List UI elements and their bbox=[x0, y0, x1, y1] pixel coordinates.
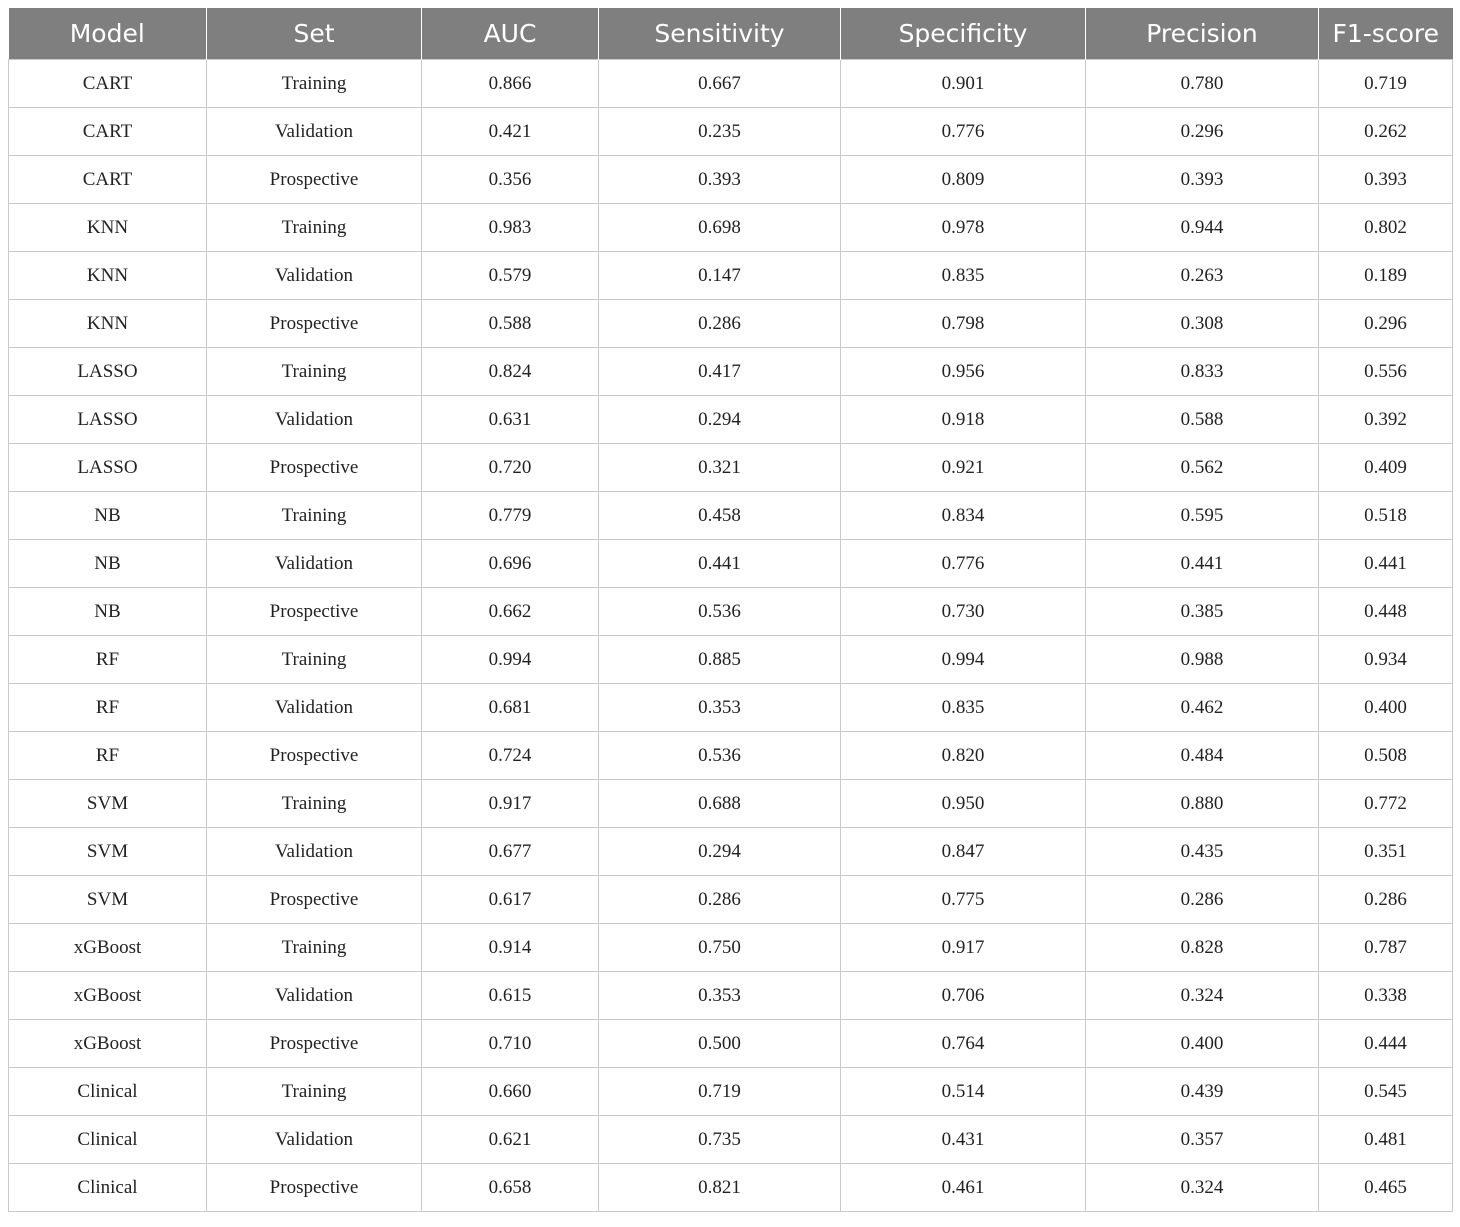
cell-auc: 0.917 bbox=[422, 780, 599, 828]
cell-auc: 0.824 bbox=[422, 348, 599, 396]
results-table-container bbox=[8, 8, 1452, 1212]
cell-model: KNN bbox=[9, 204, 207, 252]
cell-specificity: 0.809 bbox=[841, 156, 1086, 204]
cell-auc: 0.356 bbox=[422, 156, 599, 204]
cell-auc: 0.914 bbox=[422, 924, 599, 972]
cell-f1-score: 0.189 bbox=[1319, 252, 1453, 300]
cell-sensitivity: 0.735 bbox=[599, 1116, 841, 1164]
cell-precision: 0.780 bbox=[1086, 60, 1319, 108]
cell-auc: 0.710 bbox=[422, 1020, 599, 1068]
cell-sensitivity: 0.719 bbox=[599, 1068, 841, 1116]
cell-auc: 0.660 bbox=[422, 1068, 599, 1116]
cell-precision: 0.484 bbox=[1086, 732, 1319, 780]
cell-set: Validation bbox=[207, 108, 422, 156]
cell-model: NB bbox=[9, 492, 207, 540]
cell-specificity: 0.956 bbox=[841, 348, 1086, 396]
cell-model: RF bbox=[9, 684, 207, 732]
table-row bbox=[9, 492, 1453, 540]
cell-sensitivity: 0.885 bbox=[599, 636, 841, 684]
table-header bbox=[9, 8, 1453, 60]
cell-f1-score: 0.296 bbox=[1319, 300, 1453, 348]
cell-f1-score: 0.338 bbox=[1319, 972, 1453, 1020]
cell-auc: 0.662 bbox=[422, 588, 599, 636]
cell-f1-score: 0.444 bbox=[1319, 1020, 1453, 1068]
cell-specificity: 0.776 bbox=[841, 540, 1086, 588]
cell-sensitivity: 0.536 bbox=[599, 588, 841, 636]
cell-specificity: 0.921 bbox=[841, 444, 1086, 492]
cell-sensitivity: 0.667 bbox=[599, 60, 841, 108]
cell-auc: 0.631 bbox=[422, 396, 599, 444]
cell-set: Training bbox=[207, 60, 422, 108]
cell-set: Prospective bbox=[207, 300, 422, 348]
table-row bbox=[9, 588, 1453, 636]
table-row bbox=[9, 204, 1453, 252]
table-row bbox=[9, 540, 1453, 588]
cell-f1-score: 0.409 bbox=[1319, 444, 1453, 492]
cell-sensitivity: 0.417 bbox=[599, 348, 841, 396]
header-model: Model bbox=[9, 8, 207, 60]
cell-precision: 0.988 bbox=[1086, 636, 1319, 684]
table-row bbox=[9, 1116, 1453, 1164]
cell-set: Training bbox=[207, 1068, 422, 1116]
cell-sensitivity: 0.393 bbox=[599, 156, 841, 204]
cell-auc: 0.421 bbox=[422, 108, 599, 156]
cell-model: xGBoost bbox=[9, 1020, 207, 1068]
table-row bbox=[9, 156, 1453, 204]
header-f1-score: F1-score bbox=[1319, 8, 1453, 60]
cell-precision: 0.880 bbox=[1086, 780, 1319, 828]
cell-sensitivity: 0.750 bbox=[599, 924, 841, 972]
cell-sensitivity: 0.441 bbox=[599, 540, 841, 588]
cell-specificity: 0.918 bbox=[841, 396, 1086, 444]
cell-model: NB bbox=[9, 540, 207, 588]
table-row bbox=[9, 108, 1453, 156]
cell-sensitivity: 0.458 bbox=[599, 492, 841, 540]
table-body bbox=[9, 60, 1453, 1212]
table-row bbox=[9, 300, 1453, 348]
model-performance-table bbox=[8, 8, 1453, 1212]
cell-set: Validation bbox=[207, 828, 422, 876]
cell-f1-score: 0.465 bbox=[1319, 1164, 1453, 1212]
cell-model: CART bbox=[9, 108, 207, 156]
cell-specificity: 0.514 bbox=[841, 1068, 1086, 1116]
cell-auc: 0.588 bbox=[422, 300, 599, 348]
cell-auc: 0.983 bbox=[422, 204, 599, 252]
cell-f1-score: 0.772 bbox=[1319, 780, 1453, 828]
cell-f1-score: 0.481 bbox=[1319, 1116, 1453, 1164]
table-row bbox=[9, 1068, 1453, 1116]
cell-specificity: 0.950 bbox=[841, 780, 1086, 828]
cell-precision: 0.562 bbox=[1086, 444, 1319, 492]
cell-auc: 0.696 bbox=[422, 540, 599, 588]
cell-sensitivity: 0.500 bbox=[599, 1020, 841, 1068]
header-precision: Precision bbox=[1086, 8, 1319, 60]
cell-precision: 0.324 bbox=[1086, 1164, 1319, 1212]
cell-precision: 0.296 bbox=[1086, 108, 1319, 156]
cell-f1-score: 0.545 bbox=[1319, 1068, 1453, 1116]
cell-set: Prospective bbox=[207, 732, 422, 780]
cell-specificity: 0.706 bbox=[841, 972, 1086, 1020]
cell-model: RF bbox=[9, 732, 207, 780]
cell-sensitivity: 0.688 bbox=[599, 780, 841, 828]
cell-specificity: 0.994 bbox=[841, 636, 1086, 684]
cell-model: Clinical bbox=[9, 1164, 207, 1212]
cell-f1-score: 0.392 bbox=[1319, 396, 1453, 444]
cell-f1-score: 0.719 bbox=[1319, 60, 1453, 108]
cell-precision: 0.385 bbox=[1086, 588, 1319, 636]
cell-set: Prospective bbox=[207, 1020, 422, 1068]
cell-model: LASSO bbox=[9, 348, 207, 396]
cell-model: SVM bbox=[9, 828, 207, 876]
cell-specificity: 0.820 bbox=[841, 732, 1086, 780]
cell-sensitivity: 0.286 bbox=[599, 300, 841, 348]
cell-specificity: 0.431 bbox=[841, 1116, 1086, 1164]
cell-precision: 0.324 bbox=[1086, 972, 1319, 1020]
cell-auc: 0.677 bbox=[422, 828, 599, 876]
cell-specificity: 0.798 bbox=[841, 300, 1086, 348]
cell-specificity: 0.775 bbox=[841, 876, 1086, 924]
cell-precision: 0.357 bbox=[1086, 1116, 1319, 1164]
cell-set: Training bbox=[207, 348, 422, 396]
cell-model: SVM bbox=[9, 780, 207, 828]
cell-precision: 0.828 bbox=[1086, 924, 1319, 972]
header-row bbox=[9, 8, 1453, 60]
cell-sensitivity: 0.821 bbox=[599, 1164, 841, 1212]
cell-set: Prospective bbox=[207, 1164, 422, 1212]
cell-sensitivity: 0.286 bbox=[599, 876, 841, 924]
cell-f1-score: 0.934 bbox=[1319, 636, 1453, 684]
cell-model: CART bbox=[9, 156, 207, 204]
cell-model: xGBoost bbox=[9, 924, 207, 972]
cell-set: Training bbox=[207, 924, 422, 972]
cell-f1-score: 0.286 bbox=[1319, 876, 1453, 924]
table-row bbox=[9, 348, 1453, 396]
cell-f1-score: 0.556 bbox=[1319, 348, 1453, 396]
cell-auc: 0.866 bbox=[422, 60, 599, 108]
cell-specificity: 0.847 bbox=[841, 828, 1086, 876]
cell-model: CART bbox=[9, 60, 207, 108]
cell-model: KNN bbox=[9, 300, 207, 348]
cell-model: LASSO bbox=[9, 396, 207, 444]
cell-precision: 0.286 bbox=[1086, 876, 1319, 924]
cell-set: Training bbox=[207, 636, 422, 684]
cell-f1-score: 0.393 bbox=[1319, 156, 1453, 204]
cell-auc: 0.994 bbox=[422, 636, 599, 684]
table-row bbox=[9, 924, 1453, 972]
table-row bbox=[9, 396, 1453, 444]
cell-f1-score: 0.508 bbox=[1319, 732, 1453, 780]
cell-set: Validation bbox=[207, 684, 422, 732]
cell-set: Training bbox=[207, 492, 422, 540]
cell-specificity: 0.834 bbox=[841, 492, 1086, 540]
cell-sensitivity: 0.353 bbox=[599, 972, 841, 1020]
cell-auc: 0.779 bbox=[422, 492, 599, 540]
table-row bbox=[9, 636, 1453, 684]
header-set: Set bbox=[207, 8, 422, 60]
cell-specificity: 0.917 bbox=[841, 924, 1086, 972]
cell-model: Clinical bbox=[9, 1116, 207, 1164]
table-row bbox=[9, 732, 1453, 780]
table-row bbox=[9, 444, 1453, 492]
cell-specificity: 0.901 bbox=[841, 60, 1086, 108]
cell-auc: 0.658 bbox=[422, 1164, 599, 1212]
cell-model: Clinical bbox=[9, 1068, 207, 1116]
cell-sensitivity: 0.321 bbox=[599, 444, 841, 492]
cell-f1-score: 0.802 bbox=[1319, 204, 1453, 252]
cell-f1-score: 0.400 bbox=[1319, 684, 1453, 732]
cell-sensitivity: 0.536 bbox=[599, 732, 841, 780]
cell-specificity: 0.978 bbox=[841, 204, 1086, 252]
cell-specificity: 0.835 bbox=[841, 252, 1086, 300]
cell-set: Validation bbox=[207, 540, 422, 588]
cell-specificity: 0.776 bbox=[841, 108, 1086, 156]
cell-f1-score: 0.441 bbox=[1319, 540, 1453, 588]
table-row bbox=[9, 972, 1453, 1020]
table-row bbox=[9, 60, 1453, 108]
cell-set: Training bbox=[207, 780, 422, 828]
cell-set: Validation bbox=[207, 396, 422, 444]
cell-specificity: 0.764 bbox=[841, 1020, 1086, 1068]
header-auc: AUC bbox=[422, 8, 599, 60]
cell-precision: 0.595 bbox=[1086, 492, 1319, 540]
cell-auc: 0.579 bbox=[422, 252, 599, 300]
cell-f1-score: 0.448 bbox=[1319, 588, 1453, 636]
cell-model: KNN bbox=[9, 252, 207, 300]
cell-model: NB bbox=[9, 588, 207, 636]
table-row bbox=[9, 780, 1453, 828]
cell-sensitivity: 0.147 bbox=[599, 252, 841, 300]
table-row bbox=[9, 876, 1453, 924]
table-row bbox=[9, 1020, 1453, 1068]
table-row bbox=[9, 828, 1453, 876]
header-sensitivity: Sensitivity bbox=[599, 8, 841, 60]
cell-sensitivity: 0.698 bbox=[599, 204, 841, 252]
cell-f1-score: 0.518 bbox=[1319, 492, 1453, 540]
cell-specificity: 0.461 bbox=[841, 1164, 1086, 1212]
table-row bbox=[9, 1164, 1453, 1212]
cell-set: Prospective bbox=[207, 444, 422, 492]
cell-set: Validation bbox=[207, 252, 422, 300]
cell-sensitivity: 0.235 bbox=[599, 108, 841, 156]
cell-precision: 0.435 bbox=[1086, 828, 1319, 876]
cell-auc: 0.621 bbox=[422, 1116, 599, 1164]
cell-set: Training bbox=[207, 204, 422, 252]
cell-f1-score: 0.351 bbox=[1319, 828, 1453, 876]
cell-precision: 0.439 bbox=[1086, 1068, 1319, 1116]
cell-f1-score: 0.262 bbox=[1319, 108, 1453, 156]
header-specificity: Specificity bbox=[841, 8, 1086, 60]
cell-specificity: 0.835 bbox=[841, 684, 1086, 732]
cell-precision: 0.441 bbox=[1086, 540, 1319, 588]
cell-auc: 0.681 bbox=[422, 684, 599, 732]
cell-model: xGBoost bbox=[9, 972, 207, 1020]
cell-model: RF bbox=[9, 636, 207, 684]
cell-precision: 0.263 bbox=[1086, 252, 1319, 300]
cell-sensitivity: 0.294 bbox=[599, 828, 841, 876]
table-row bbox=[9, 252, 1453, 300]
cell-precision: 0.308 bbox=[1086, 300, 1319, 348]
cell-precision: 0.400 bbox=[1086, 1020, 1319, 1068]
cell-auc: 0.615 bbox=[422, 972, 599, 1020]
cell-set: Prospective bbox=[207, 156, 422, 204]
cell-set: Validation bbox=[207, 1116, 422, 1164]
cell-auc: 0.720 bbox=[422, 444, 599, 492]
cell-precision: 0.833 bbox=[1086, 348, 1319, 396]
table-row bbox=[9, 684, 1453, 732]
cell-auc: 0.617 bbox=[422, 876, 599, 924]
cell-specificity: 0.730 bbox=[841, 588, 1086, 636]
cell-model: SVM bbox=[9, 876, 207, 924]
cell-sensitivity: 0.294 bbox=[599, 396, 841, 444]
cell-auc: 0.724 bbox=[422, 732, 599, 780]
cell-sensitivity: 0.353 bbox=[599, 684, 841, 732]
cell-model: LASSO bbox=[9, 444, 207, 492]
cell-f1-score: 0.787 bbox=[1319, 924, 1453, 972]
cell-set: Validation bbox=[207, 972, 422, 1020]
cell-precision: 0.944 bbox=[1086, 204, 1319, 252]
cell-set: Prospective bbox=[207, 588, 422, 636]
cell-set: Prospective bbox=[207, 876, 422, 924]
cell-precision: 0.393 bbox=[1086, 156, 1319, 204]
cell-precision: 0.588 bbox=[1086, 396, 1319, 444]
cell-precision: 0.462 bbox=[1086, 684, 1319, 732]
